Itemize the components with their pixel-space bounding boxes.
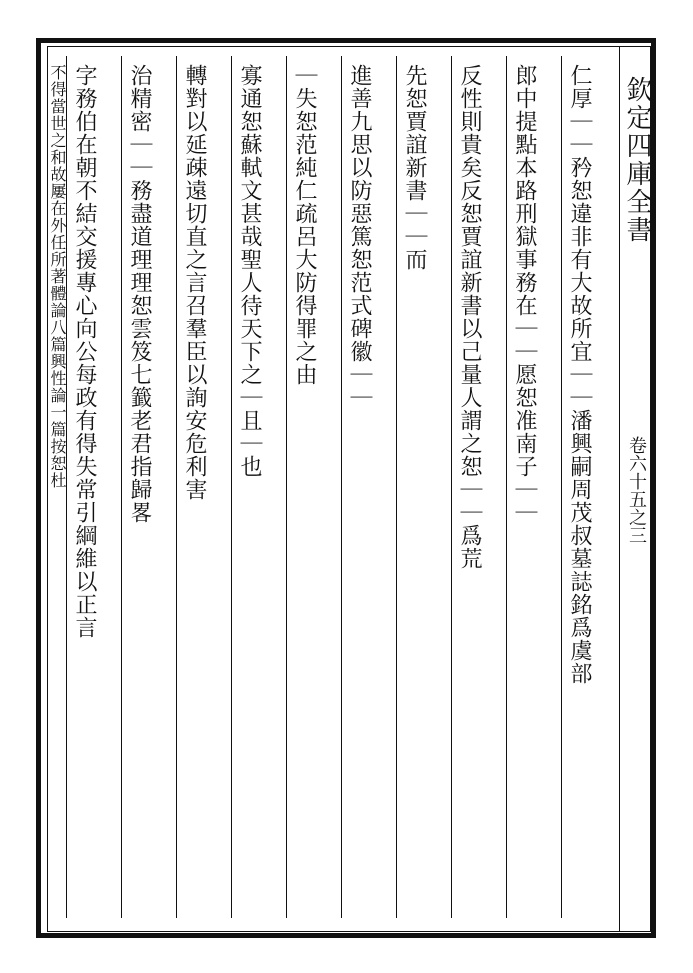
text-column-3 [451, 56, 509, 918]
column-text-right: 進善九思以防惡篤恕范式碑徽｜｜ [347, 64, 372, 409]
column-text-right: 仁厚｜｜矜恕違非有大故所宜｜｜潘興嗣周茂叔墓誌銘爲虞部 [567, 64, 592, 685]
text-column-7 [231, 56, 289, 918]
column-text-right: 先恕賈誼新書｜｜而 [402, 64, 427, 271]
text-column-10 [66, 56, 124, 918]
text-column-4 [396, 56, 454, 918]
column-text-right: 郎中提點本路刑獄事務在｜｜愿恕准南子｜｜ [512, 64, 537, 524]
column-text-right: 字務伯在朝不結交援專心向公每政有得失常引綱維以正言 [72, 64, 97, 639]
page-header-strip [619, 46, 651, 932]
text-column-6 [286, 56, 344, 918]
column-text-right: 寡通恕蘇軾文甚哉聖人待天下之｜且｜也 [237, 64, 262, 478]
book-title: 欽定四庫全書 [622, 76, 652, 244]
column-text-right: 轉對以延疎遠切直之言召羣臣以詢安危利害 [182, 64, 207, 501]
text-column-8 [176, 56, 234, 918]
text-column-11 [49, 56, 66, 918]
text-column-9 [121, 56, 179, 918]
text-column-1 [561, 56, 619, 918]
header-divider [620, 332, 652, 340]
column-text-right: 反性則貴矣反恕賈誼新書以己量人謂之恕｜｜爲荒 [457, 64, 482, 570]
column-text-right: 治精密｜｜務盡道理理恕雲笈七籖老君指歸畧 [127, 64, 152, 524]
text-column-5 [341, 56, 399, 918]
column-text-right: 不得當世之和故屢在外任所著體論八篇興性論一篇按恕杜 [48, 64, 67, 489]
text-column-2 [506, 56, 564, 918]
column-text-right: ｜失恕范純仁疏呂大防得罪之由 [292, 64, 317, 386]
volume-label: 卷六十五之三 [626, 436, 647, 544]
